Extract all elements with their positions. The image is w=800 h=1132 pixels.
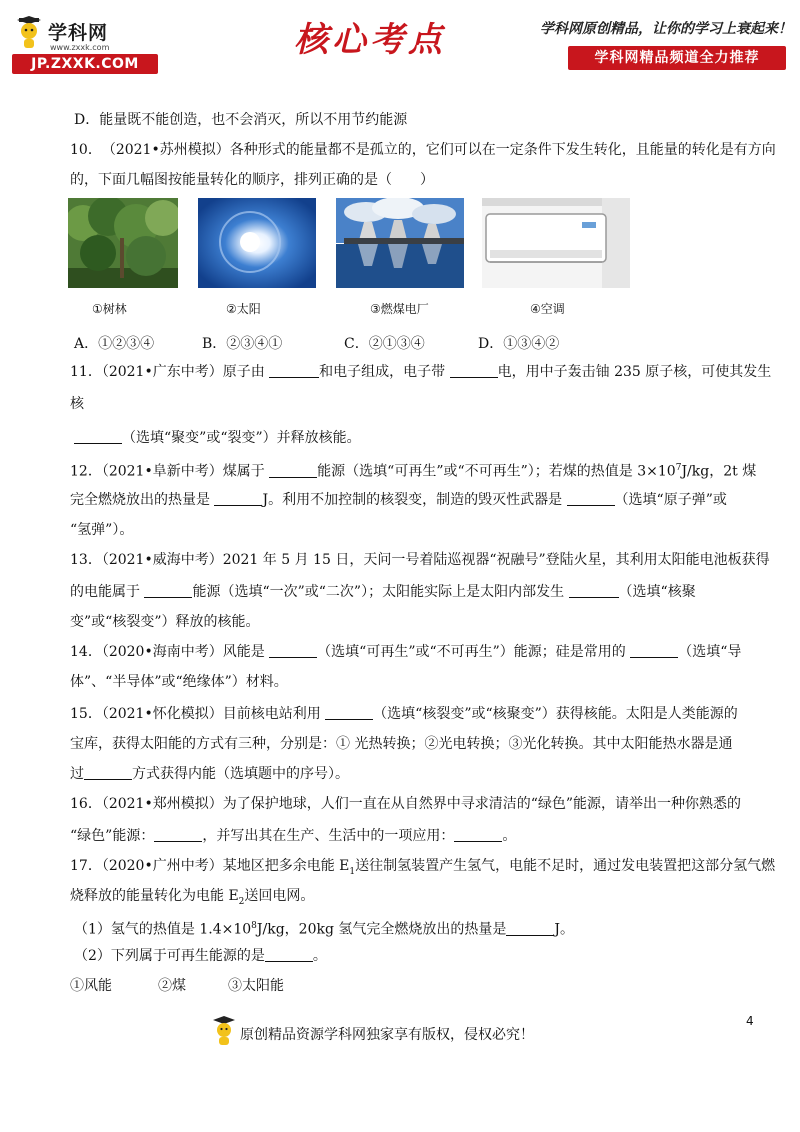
q17-text1a: （2020•广州中考）某地区把多余电能 E [101,858,350,874]
q17-line1 [70,856,776,882]
q11-text1b: 和电子组成，电子带 [319,364,446,380]
logo-site: www.zxxk.com [50,43,110,52]
q12-text2c: （选填“原子弹”或 [614,492,727,508]
q17-sub1 [74,916,774,940]
caption-air-conditioner: ④空调 [530,302,565,316]
q10-text1: （2021•苏州模拟）各种形式的能量都不是孤立的，它们可以在一定条件下发生转化，且能量的转化是有方向 [101,142,776,158]
forest-image [68,198,178,288]
caption-sun: ②太阳 [226,302,261,316]
q9-option-d: D．能量既不能创造，也不会消灭，所以不用节约能源 [74,112,408,128]
q14-text1a: （2020•海南中考）风能是 [101,644,265,660]
q17-opt3: ③太阳能 [228,978,284,994]
q16-text2b: ，并写出其在生产、生活中的一项应用： [202,828,455,844]
mascot-icon [16,16,42,50]
sun-image [198,198,316,288]
q15-line3 [70,764,770,784]
page-number: 4 [746,1014,754,1028]
q11-blank3[interactable] [74,429,122,444]
q15-blank2[interactable] [84,765,132,780]
page-header [0,0,800,80]
q12-text2b: J。利用不加控制的核裂变，制造的毁灭性武器是 [262,492,563,508]
q12-blank1[interactable] [269,463,317,478]
q15-line2: 宝库，获得太阳能的方式有三种，分别是：① 光热转换；②光电转换；③光化转换。其中太阳能热水器是通 [70,736,733,752]
page-footer [212,1016,592,1050]
logo-url-badge: JP.ZXXK.COM [12,54,158,74]
q15-blank1[interactable] [325,705,373,720]
q13-number: 13． [70,552,102,568]
q12-line1 [70,458,770,482]
q11-line2: 核 [70,396,84,412]
q17-blank2[interactable] [265,947,313,962]
q10-line1 [70,140,776,160]
q17-opt1: ①风能 [70,978,112,994]
q14-line2: 体”、“半导体”或“绝缘体”）材料。 [70,674,288,690]
q17-text2a: 烧释放的能量转化为电能 E [70,888,239,904]
q12-line2 [70,490,770,510]
q13-text2b: 能源（选填“一次”或“二次”）；太阳能实际上是太阳内部发生 [192,584,565,600]
q15-text1a: （2021•怀化模拟）目前核电站利用 [101,706,321,722]
q17-text1b: 送往制氢装置产生氢气，电能不足时，通过发电装置把这部分氢气燃 [355,858,776,874]
caption-forest: ①树林 [92,302,127,316]
q11-text3: （选填“聚变”或“裂变”）并释放核能。 [122,430,361,446]
q12-number: 12． [70,463,102,480]
q16-line1 [70,794,770,814]
q17-text2b: 送回电网。 [244,888,315,904]
q11-number: 11． [70,364,102,380]
zxxk-logo [12,16,160,76]
q10-option-c: C．②①③④ [344,336,425,352]
channel-badge: 学科网精品频道全力推荐 [568,46,786,70]
q11-blank2[interactable] [450,363,498,378]
q11-text1a: （2021•广东中考）原子由 [101,364,265,380]
q17-s1-text-b: J/kg，20kg 氢气完全燃烧放出的热量是 [256,921,507,938]
q14-blank2[interactable] [630,643,678,658]
q11-line3 [74,428,774,448]
caption-power-plant: ③燃煤电厂 [370,302,429,316]
q16-text2c: 。 [502,828,517,844]
header-slogan: 学科网原创精品，让你的学习上衰起来！ [540,21,792,37]
air-conditioner-image [482,198,630,288]
q17-number: 17． [70,858,102,874]
q17-s2-text-b: 。 [312,948,327,964]
q10-line2: 的，下面几幅图按能量转化的顺序，排列正确的是（ ） [70,172,434,188]
q14-number: 14． [70,644,102,660]
q17-s1-exponent: 8 [251,921,257,931]
q15-number: 15． [70,706,102,722]
q13-text2a: 的电能属于 [70,584,140,600]
q13-text1: （2021•威海中考）2021 年 5 月 15 日，天问一号着陆巡视器“祝融号”登陆火星，其利用太阳能电池板获得 [101,552,770,568]
q17-s1-text-a: （1）氢气的热值是 1.4×10 [74,921,252,938]
q10-number: 10． [70,142,102,158]
q10-option-a: A．①②③④ [74,336,155,352]
q12-blank2[interactable] [214,491,262,506]
q11-line1 [70,362,770,382]
q13-line1 [70,550,770,570]
q16-line2 [70,826,770,846]
q13-text2c: （选填“核聚 [618,584,696,600]
q15-text1b: （选填“核裂变”或“核聚变”）获得核能。太阳是人类能源的 [373,706,738,722]
q17-s1-text-c: J。 [554,921,575,938]
q12-line3: “氢弹”）。 [70,522,134,538]
q15-text3a: 过 [70,766,84,782]
q13-line2 [70,582,770,602]
q15-line1 [70,704,770,724]
q14-line1 [70,642,770,662]
q11-blank1[interactable] [269,363,319,378]
copyright-notice: 原创精品资源学科网独家享有版权，侵权必究！ [240,1027,534,1043]
q14-text1b: （选填“可再生”或“不可再生”）能源；硅是常用的 [317,644,626,660]
q13-line3: 变”或“核裂变”）释放的核能。 [70,614,260,630]
q13-blank1[interactable] [144,583,192,598]
q10-option-b: B．②③④① [202,336,283,352]
q17-line2 [70,886,770,912]
q17-opt2: ②煤 [158,978,186,994]
q13-blank2[interactable] [569,583,619,598]
power-plant-image [336,198,464,288]
q17-sub2 [74,946,774,966]
q17-blank1[interactable] [506,921,554,936]
q17-s2-text-a: （2）下列属于可再生能源的是 [74,948,265,964]
q12-exponent: 7 [675,463,682,473]
q17-subscript2: 2 [238,896,245,907]
q16-number: 16． [70,796,102,812]
q14-text1c: （选填“导 [678,644,742,660]
q10-option-d: D．①③④② [478,336,560,352]
q17-subscript1: 1 [349,866,356,877]
logo-name: 学科网 [48,22,109,44]
q16-text1: （2021•郑州模拟）为了保护地球，人们一直在从自然界中寻求清洁的“绿色”能源，请举出一种你熟悉的 [101,796,742,812]
q12-text1a: （2021•阜新中考）煤属于 [101,463,265,480]
q11-text1c: 电，用中子轰击铀 235 原子核，可使其发生 [497,364,772,380]
q12-text1c: J/kg，2t 煤 [681,463,757,480]
q16-text2a: “绿色”能源： [70,828,155,844]
q12-text2a: 完全燃烧放出的热量是 [70,492,210,508]
q15-text3b: 方式获得内能（选填题中的序号）。 [132,766,349,782]
mascot-icon [212,1016,236,1046]
q16-blank1[interactable] [154,827,202,842]
q12-text1b: 能源（选填“可再生”或“不可再生”）；若煤的热值是 3×10 [317,463,676,480]
q12-blank3[interactable] [567,491,615,506]
page-title: 核心考点 [294,20,446,60]
q16-blank2[interactable] [454,827,502,842]
q14-blank1[interactable] [269,643,317,658]
